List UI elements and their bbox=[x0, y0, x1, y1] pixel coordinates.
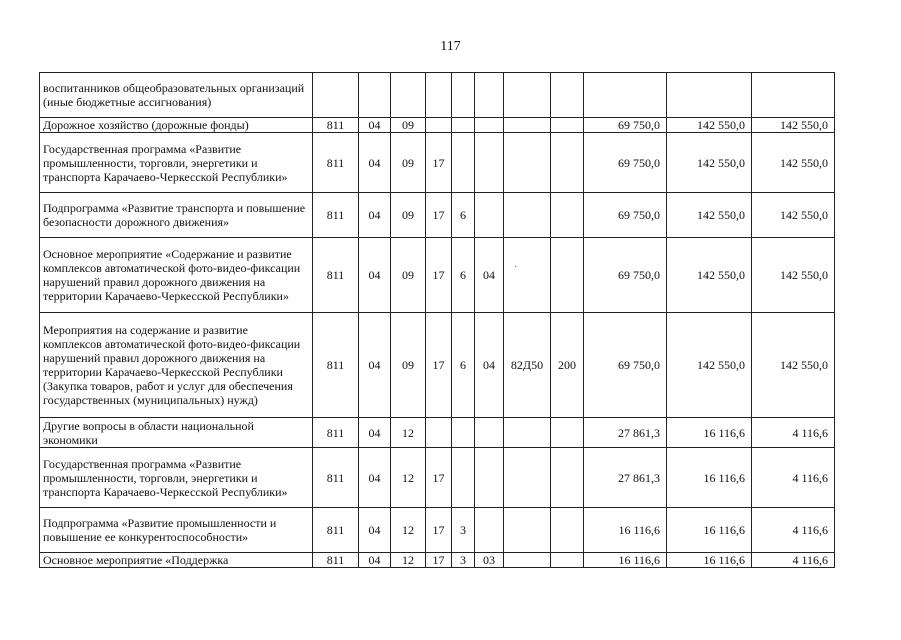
row-subprogram bbox=[452, 133, 475, 193]
row-measure: 04 bbox=[475, 313, 504, 418]
row-subsection: 12 bbox=[391, 553, 426, 568]
row-subprogram: 6 bbox=[452, 238, 475, 313]
row-subsection: 12 bbox=[391, 418, 426, 448]
row-code: 811 bbox=[313, 118, 359, 133]
row-name: Государственная программа «Развитие промышленности, торговли, энергетики и транспорта Карачаево-Черкесской Республики» bbox=[40, 133, 313, 193]
row-amount-3: 4 116,6 bbox=[752, 448, 835, 508]
row-subsection: 12 bbox=[391, 508, 426, 553]
row-subsection: 12 bbox=[391, 448, 426, 508]
row-amount-3: 4 116,6 bbox=[752, 553, 835, 568]
table-row bbox=[40, 313, 835, 418]
row-subprogram: 3 bbox=[452, 508, 475, 553]
row-amount-1: 69 750,0 bbox=[584, 193, 667, 238]
row-amount-3: 4 116,6 bbox=[752, 418, 835, 448]
row-section: 04 bbox=[359, 553, 391, 568]
row-direction bbox=[504, 133, 551, 193]
row-amount-2: 142 550,0 bbox=[667, 238, 752, 313]
row-program bbox=[426, 418, 452, 448]
row-measure bbox=[475, 133, 504, 193]
row-subprogram bbox=[452, 118, 475, 133]
row-amount-3: 142 550,0 bbox=[752, 238, 835, 313]
row-expense-type bbox=[551, 508, 584, 553]
table-row bbox=[40, 133, 835, 193]
row-code: 811 bbox=[313, 508, 359, 553]
row-name: Подпрограмма «Развитие промышленности и повышение ее конкурентоспособности» bbox=[40, 508, 313, 553]
row-expense-type bbox=[551, 133, 584, 193]
row-direction bbox=[504, 238, 551, 313]
row-name: Основное мероприятие «Поддержка bbox=[40, 553, 313, 568]
row-section: 04 bbox=[359, 448, 391, 508]
row-expense-type bbox=[551, 448, 584, 508]
row-direction: 82Д50 bbox=[504, 313, 551, 418]
row-expense-type bbox=[551, 553, 584, 568]
row-subsection: 09 bbox=[391, 238, 426, 313]
row-subprogram bbox=[452, 418, 475, 448]
row-expense-type bbox=[551, 418, 584, 448]
row-amount-1: 69 750,0 bbox=[584, 238, 667, 313]
budget-table bbox=[39, 72, 835, 568]
row-program: 17 bbox=[426, 553, 452, 568]
row-program: 17 bbox=[426, 133, 452, 193]
row-amount-2 bbox=[667, 73, 752, 118]
row-amount-1: 27 861,3 bbox=[584, 448, 667, 508]
row-subsection: 09 bbox=[391, 118, 426, 133]
row-direction bbox=[504, 418, 551, 448]
row-amount-2: 142 550,0 bbox=[667, 118, 752, 133]
row-amount-1: 69 750,0 bbox=[584, 313, 667, 418]
row-program bbox=[426, 118, 452, 133]
row-amount-2: 16 116,6 bbox=[667, 553, 752, 568]
row-program: 17 bbox=[426, 448, 452, 508]
row-name: воспитанников общеобразовательных организаций (иные бюджетные ассигнования) bbox=[40, 73, 313, 118]
row-amount-3 bbox=[752, 73, 835, 118]
row-section: 04 bbox=[359, 313, 391, 418]
row-subsection: 09 bbox=[391, 313, 426, 418]
scan-speck: · bbox=[514, 262, 518, 273]
row-amount-2: 16 116,6 bbox=[667, 418, 752, 448]
row-direction bbox=[504, 508, 551, 553]
row-measure bbox=[475, 73, 504, 118]
row-section: 04 bbox=[359, 193, 391, 238]
row-section: 04 bbox=[359, 238, 391, 313]
row-subsection: 09 bbox=[391, 133, 426, 193]
row-expense-type bbox=[551, 118, 584, 133]
row-program: 17 bbox=[426, 238, 452, 313]
row-code: 811 bbox=[313, 238, 359, 313]
row-program: 17 bbox=[426, 508, 452, 553]
row-measure: 03 bbox=[475, 553, 504, 568]
row-name: Подпрограмма «Развитие транспорта и повышение безопасности дорожного движения» bbox=[40, 193, 313, 238]
row-code: 811 bbox=[313, 418, 359, 448]
row-section: 04 bbox=[359, 508, 391, 553]
row-measure bbox=[475, 193, 504, 238]
row-amount-3: 4 116,6 bbox=[752, 508, 835, 553]
row-code: 811 bbox=[313, 133, 359, 193]
row-direction bbox=[504, 193, 551, 238]
row-expense-type: 200 bbox=[551, 313, 584, 418]
row-section: 04 bbox=[359, 418, 391, 448]
row-amount-3: 142 550,0 bbox=[752, 193, 835, 238]
row-measure bbox=[475, 508, 504, 553]
row-amount-2: 142 550,0 bbox=[667, 313, 752, 418]
row-expense-type bbox=[551, 238, 584, 313]
row-subprogram bbox=[452, 448, 475, 508]
row-subprogram: 6 bbox=[452, 193, 475, 238]
row-amount-2: 16 116,6 bbox=[667, 448, 752, 508]
row-amount-1 bbox=[584, 73, 667, 118]
row-expense-type bbox=[551, 73, 584, 118]
row-name: Основное мероприятие «Содержание и развитие комплексов автоматической фото-видео-фиксации нарушений правил дорожного движения на территории Карачаево-Черкесской Республики» bbox=[40, 238, 313, 313]
row-amount-3: 142 550,0 bbox=[752, 313, 835, 418]
row-program: 17 bbox=[426, 193, 452, 238]
row-amount-1: 69 750,0 bbox=[584, 133, 667, 193]
table-row bbox=[40, 238, 835, 313]
row-name: Мероприятия на содержание и развитие комплексов автоматической фото-видео-фиксации нарушений правил дорожного движения на территории Карачаево-Черкесской Республики (Закупка товаров, работ и услуг для обеспечения государственных (муниципальных) нужд) bbox=[40, 313, 313, 418]
row-amount-1: 16 116,6 bbox=[584, 553, 667, 568]
table-row bbox=[40, 448, 835, 508]
table-row bbox=[40, 118, 835, 133]
table-row bbox=[40, 73, 835, 118]
row-direction bbox=[504, 73, 551, 118]
row-amount-1: 16 116,6 bbox=[584, 508, 667, 553]
row-code: 811 bbox=[313, 193, 359, 238]
row-amount-3: 142 550,0 bbox=[752, 118, 835, 133]
row-amount-2: 142 550,0 bbox=[667, 193, 752, 238]
row-measure bbox=[475, 118, 504, 133]
row-measure: 04 bbox=[475, 238, 504, 313]
table-row bbox=[40, 193, 835, 238]
row-direction bbox=[504, 448, 551, 508]
row-subsection bbox=[391, 73, 426, 118]
row-name: Дорожное хозяйство (дорожные фонды) bbox=[40, 118, 313, 133]
row-program bbox=[426, 73, 452, 118]
row-subprogram: 3 bbox=[452, 553, 475, 568]
row-expense-type bbox=[551, 193, 584, 238]
row-section bbox=[359, 73, 391, 118]
page-number: 117 bbox=[440, 39, 461, 54]
row-amount-1: 27 861,3 bbox=[584, 418, 667, 448]
table-row bbox=[40, 553, 835, 568]
row-code bbox=[313, 73, 359, 118]
row-subprogram bbox=[452, 73, 475, 118]
row-direction bbox=[504, 553, 551, 568]
row-code: 811 bbox=[313, 448, 359, 508]
row-subprogram: 6 bbox=[452, 313, 475, 418]
row-amount-2: 16 116,6 bbox=[667, 508, 752, 553]
row-name: Государственная программа «Развитие промышленности, торговли, энергетики и транспорта Карачаево-Черкесской Республики» bbox=[40, 448, 313, 508]
row-code: 811 bbox=[313, 553, 359, 568]
row-measure bbox=[475, 418, 504, 448]
row-code: 811 bbox=[313, 313, 359, 418]
row-amount-3: 142 550,0 bbox=[752, 133, 835, 193]
row-program: 17 bbox=[426, 313, 452, 418]
row-section: 04 bbox=[359, 133, 391, 193]
row-measure bbox=[475, 448, 504, 508]
row-direction bbox=[504, 118, 551, 133]
row-name: Другие вопросы в области национальной экономики bbox=[40, 418, 313, 448]
row-amount-2: 142 550,0 bbox=[667, 133, 752, 193]
table-row bbox=[40, 508, 835, 553]
row-amount-1: 69 750,0 bbox=[584, 118, 667, 133]
row-section: 04 bbox=[359, 118, 391, 133]
table-row bbox=[40, 418, 835, 448]
row-subsection: 09 bbox=[391, 193, 426, 238]
